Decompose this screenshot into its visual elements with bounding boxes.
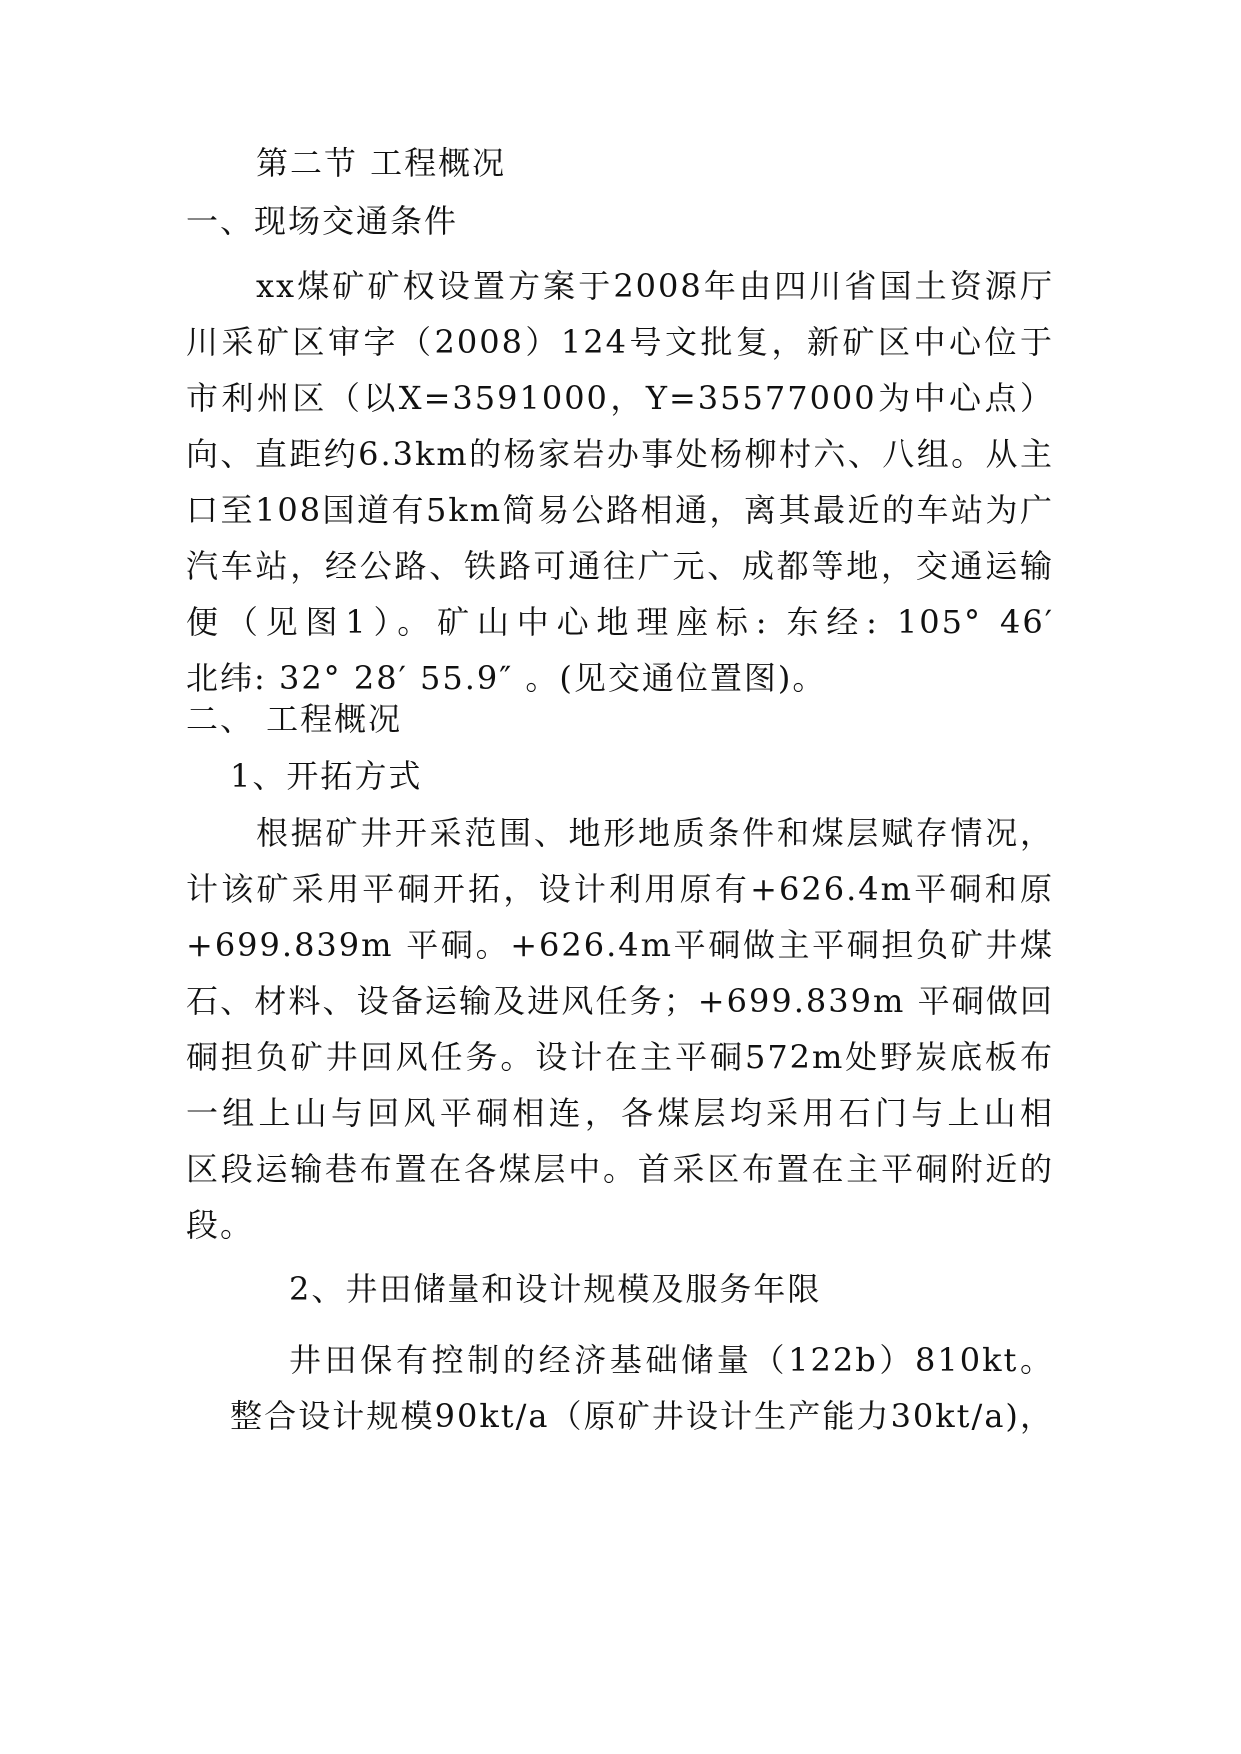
subheading-reserves-scale: 2、井田储量和设计规模及服务年限 [289,1270,822,1308]
paragraph-line: 口至108国道有5km简易公路相通，离其最近的车站为广 [186,491,1054,529]
subheading-development-method: 1、开拓方式 [230,757,423,795]
paragraph-line: 计该矿采用平硐开拓，设计利用原有+626.4m平硐和原 [186,870,1054,908]
paragraph-line: 段。 [186,1206,255,1244]
paragraph-line: 井田保有控制的经济基础储量（122b）810kt。 [289,1341,1054,1379]
paragraph-line: 石、材料、设备运输及进风任务；+699.839m 平硐做回 [186,982,1054,1020]
paragraph-line: 北纬: 32° 28′ 55.9″ 。(见交通位置图)。 [186,659,827,697]
paragraph-line: +699.839m 平硐。+626.4m平硐做主平硐担负矿井煤 [186,926,1054,964]
paragraph-line: 区段运输巷布置在各煤层中。首采区布置在主平硐附近的 [186,1150,1054,1188]
section-title: 第二节 工程概况 [256,144,507,182]
paragraph-line: 向、直距约6.3km的杨家岩办事处杨柳村六、八组。从主 [186,435,1054,473]
heading-traffic-conditions: 一、现场交通条件 [186,202,459,240]
paragraph-line: 一组上山与回风平硐相连，各煤层均采用石门与上山相 [186,1094,1054,1132]
paragraph-line: 根据矿井开采范围、地形地质条件和煤层赋存情况， [256,814,1054,852]
heading-project-overview: 二、 工程概况 [186,700,403,738]
paragraph-line: 硐担负矿井回风任务。设计在主平硐572m处野炭底板布 [186,1038,1054,1076]
paragraph-line: 川采矿区审字（2008）124号文批复，新矿区中心位于 [186,323,1054,361]
paragraph-line: 整合设计规模90kt/a（原矿井设计生产能力30kt/a)， [230,1397,1054,1435]
paragraph-line: xx煤矿矿权设置方案于2008年由四川省国土资源厅 [256,267,1054,305]
paragraph-line: 便（见图1）。矿山中心地理座标: 东经: 105° 46′ [186,603,1054,641]
paragraph-line: 汽车站，经公路、铁路可通往广元、成都等地，交通运输 [186,547,1054,585]
paragraph-line: 市利州区（以X=3591000，Y=35577000为中心点） [186,379,1054,417]
